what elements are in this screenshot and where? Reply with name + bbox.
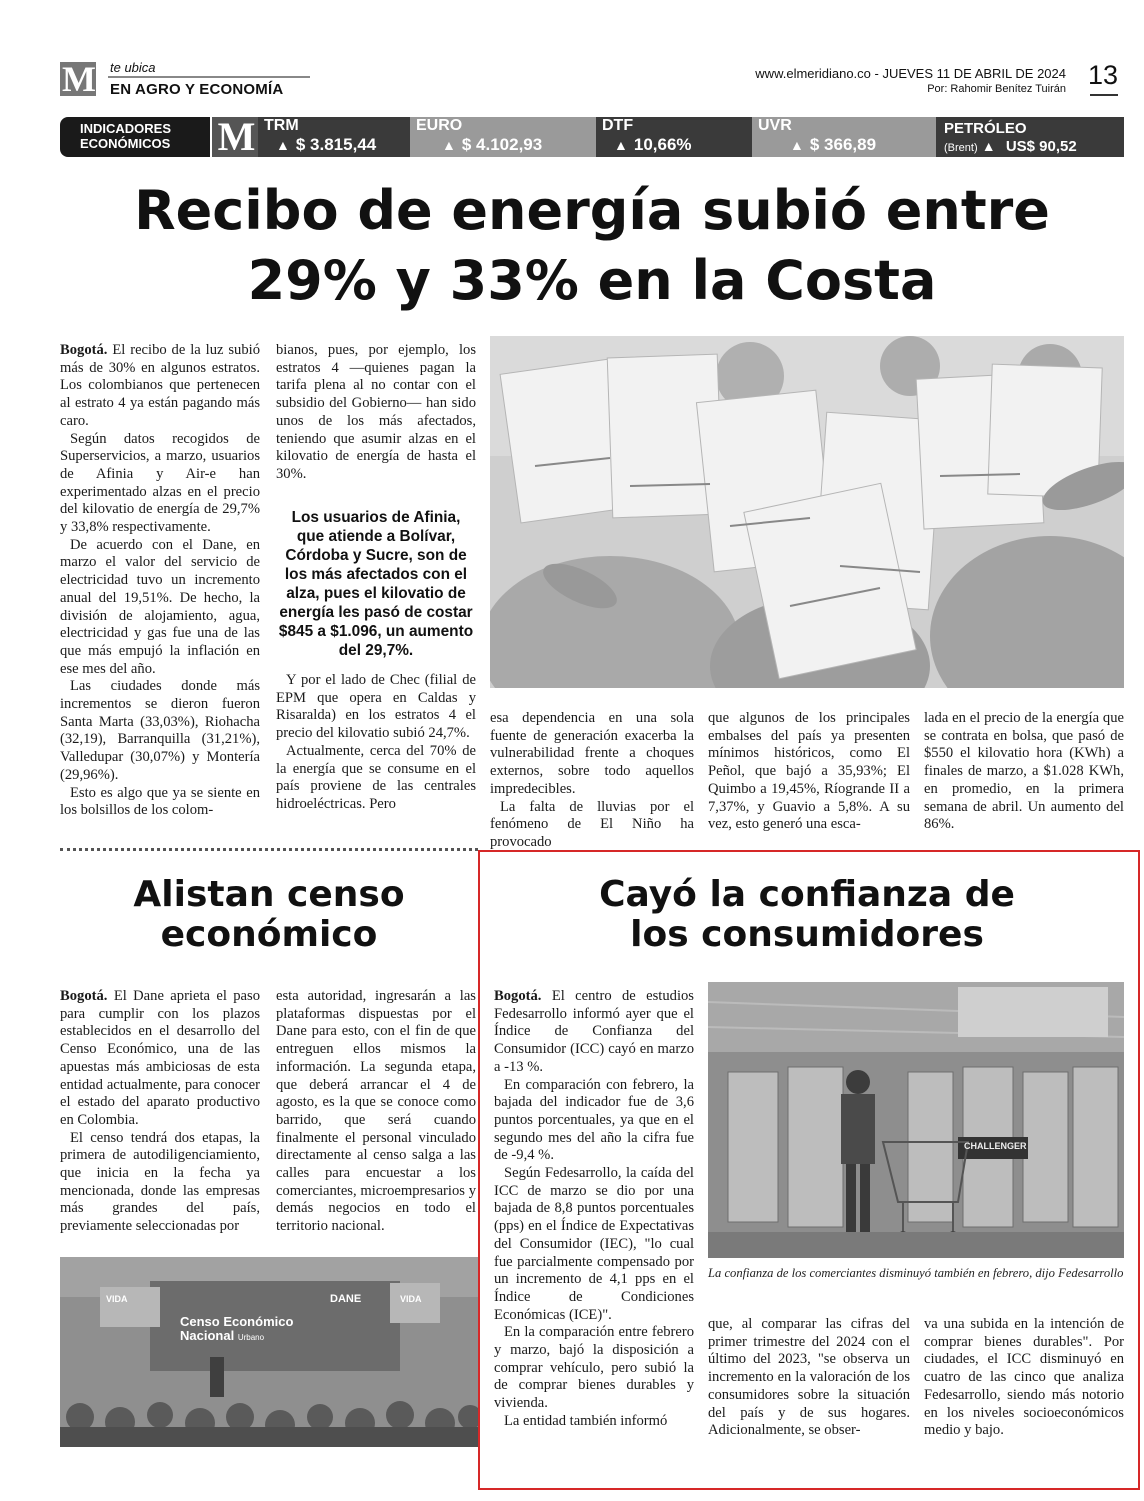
- energy-bills-illustration: [490, 336, 1124, 688]
- indicators-logo: M: [212, 117, 258, 157]
- main-article-col-4: [708, 710, 910, 834]
- section-title: EN AGRO Y ECONOMÍA: [110, 81, 284, 98]
- indicators-label-line1: INDICADORES: [80, 121, 172, 136]
- indicator-name: TRM: [264, 117, 299, 134]
- census-event-photo: [60, 1257, 478, 1447]
- census-event-illustration: [60, 1257, 478, 1447]
- consumer-headline-line1: Cayó la confianza de: [599, 874, 1015, 915]
- paragraph: [494, 988, 694, 1077]
- indicator-name: EURO: [416, 117, 463, 134]
- paragraph: lada en el precio de la energía que se contrata en bolsa, que pasó de $550 el kilovatio hora (KWh) a finales de marzo, a $1.028 KWh, en promedio, en la primera semana de abril. Un aumento del 86%.: [924, 710, 1124, 833]
- tagline: te ubica: [110, 60, 156, 75]
- paragraph: [60, 342, 260, 431]
- arrow-up-icon: ▲: [614, 137, 628, 153]
- arrow-up-icon: ▲: [790, 137, 804, 153]
- site-date[interactable]: www.elmeridiano.co - JUEVES 11 DE ABRIL DE 2024: [755, 66, 1066, 81]
- paragraph: esta autoridad, ingresarán a las plataformas dispuestas por el Dane para esto, con el fin de que entreguen ellos mismos la información. La segunda etapa, que deberá arrancar el 4 de agosto, es la que se conoce como barrido, que será cuando finalmente el personal vinculado directamente al censo salga a las calles para encuestar a los comerciantes, microempresarios y demás negocios en todo el territorio nacional.: [276, 988, 476, 1235]
- page-number: 13: [1088, 60, 1119, 90]
- indicator-name: DTF: [602, 117, 634, 134]
- consumer-headline-line2: los consumidores: [630, 914, 984, 955]
- store-sign: CHALLENGER: [964, 1141, 1027, 1151]
- consumer-headline: [490, 875, 1124, 955]
- paragraph-text: El Dane aprieta el paso para cumplir con los plazos establecidos en el desarrollo del Censo Económico, una de las apuestas más ambiciosas de esta entidad actualmente, para conocer el estado del aparato productivo en Colombia.: [60, 988, 260, 1128]
- census-col-1: [60, 988, 260, 1236]
- paragraph: La entidad también informó: [504, 1412, 668, 1429]
- store-photo-caption: La confianza de los comerciantes disminuyó también en febrero, dijo Fedesarrollo: [708, 1266, 1124, 1280]
- main-article-col-2: [276, 342, 476, 484]
- main-article-col-1: [60, 342, 260, 820]
- arrow-up-icon: ▲: [981, 138, 996, 154]
- paragraph-text: El recibo de la luz subió más de 30% en algunos estratos. Los colombianos que pertenecen al estrato 4 ya están pagando más caro.: [60, 342, 261, 429]
- photo-dane-logo: DANE: [330, 1293, 362, 1305]
- paragraph: Las ciudades donde más incrementos se dieron fueron Santa Marta (33,03%), Riohacha (32,19), Barranquilla (31,21%), Valledupar (30,07%) y Montería (29,96%).: [60, 678, 260, 783]
- section-rule: [108, 76, 310, 78]
- paragraph: De acuerdo con el Dane, en marzo el valor del servicio de electricidad tuvo un incremento anual del 19,51%. De hecho, la división de alojamiento, agua, electricidad y gas fue una de las que más empujó la inflación en ese mes del año.: [60, 536, 260, 677]
- header-meta: [755, 66, 1066, 95]
- paragraph: [60, 988, 260, 1130]
- main-article-col-5: [924, 710, 1124, 834]
- indicator-euro: [410, 117, 596, 157]
- paragraph: En comparación con febrero, la bajada del indicador fue de 3,6 puntos porcentuales, ya que en el segundo mes del año la cifra fue de -9,4 %.: [494, 1076, 694, 1164]
- store-photo: [708, 982, 1124, 1258]
- main-headline-line1: Recibo de energía subió entre: [134, 179, 1050, 242]
- census-headline: [60, 875, 478, 955]
- dateline: Bogotá.: [60, 342, 108, 358]
- paragraph: En la comparación entre febrero y marzo, bajó la disposición a comprar vehículo, pero subió la de comprar bienes durables y vivienda.: [494, 1324, 694, 1412]
- census-col-2: [276, 988, 476, 1236]
- main-article-col-2b: [276, 672, 476, 814]
- indicators-label: [60, 117, 210, 157]
- indicator-dtf: [596, 117, 752, 157]
- arrow-up-icon: ▲: [442, 137, 456, 153]
- indicator-value: $ 4.102,93: [461, 135, 543, 154]
- paragraph: La falta de lluvias por el fenómeno de El Niño ha provocado: [490, 798, 694, 850]
- indicators-label-line2: ECONÓMICOS: [80, 136, 171, 151]
- arrow-up-icon: ▲: [276, 137, 290, 153]
- indicator-name: UVR: [758, 117, 792, 134]
- screen-line2: Nacional: [180, 1328, 235, 1343]
- paragraph: Actualmente, cerca del 70% de la energía que se consume en el país proviene de las centrales hidroeléctricas. Pero: [276, 742, 476, 812]
- main-headline: [60, 176, 1124, 316]
- dateline: Bogotá.: [494, 988, 542, 1004]
- photo-brand-right: VIDA: [400, 1294, 422, 1304]
- indicator-trm: [258, 117, 410, 157]
- consumer-col-1: [494, 988, 694, 1431]
- paragraph: Esto es algo que ya se siente en los bolsillos de los colom-: [60, 784, 260, 819]
- paragraph: Según datos recogidos de Superservicios, a marzo, usuarios de Afinia y Air-e han experimentado alzas en el precio del kilovatio de energía de 29,7% y 33,8% respectivamente.: [60, 430, 260, 536]
- photo-screen-text: [180, 1315, 293, 1345]
- indicator-sub: (Brent): [944, 142, 978, 154]
- page-number-rule: [1090, 94, 1118, 96]
- indicator-value: US$ 90,52: [1005, 138, 1077, 155]
- energy-bills-photo: [490, 336, 1124, 688]
- economic-indicators-bar: [60, 114, 1124, 159]
- indicator-value: 10,66%: [633, 135, 692, 154]
- main-article-col-3: [490, 710, 694, 852]
- indicator-value: $ 3.815,44: [295, 135, 377, 154]
- indicator-petroleo: [936, 117, 1124, 157]
- paragraph: Según Fedesarrollo, la caída del ICC de marzo se dio por una bajada de 8,8 puntos porcentuales (pps) en el Índice de Expectativas del Consumidor (IEC), "lo cual fue parcialmente compensado por un incremento de 4,1 pps en el Índice de Condiciones Económicas (ICE)".: [494, 1165, 694, 1323]
- indicator-name: PETRÓLEO: [944, 120, 1027, 137]
- indicator-uvr: [752, 117, 936, 157]
- paragraph: va una subida en la intención de comprar bienes durables". Por ciudades, el ICC disminuyó en cuatro de las cinco que analiza Fedesarrollo, siendo más notorio en los niveles socioeconómicos medio y bajo.: [924, 1316, 1124, 1439]
- dateline: Bogotá.: [60, 988, 108, 1004]
- paragraph: El censo tendrá dos etapas, la primera de autodiligenciamiento, que inicia en la fecha ya mencionada, donde las empresas más grandes del país, previamente seleccionadas por: [60, 1129, 260, 1235]
- section-divider: [60, 848, 478, 851]
- store-illustration: [708, 982, 1124, 1258]
- paragraph: Y por el lado de Chec (filial de EPM que opera en Caldas y Risaralda) en los estratos 4 el precio del kilovatio subió 24,7%.: [276, 672, 476, 742]
- byline: Por: Rahomir Benítez Tuirán: [927, 83, 1066, 95]
- paragraph-text: El centro de estudios Fedesarrollo informó ayer que el Índice de Confianza del Consumidor (ICC) cayó en marzo a -13 %.: [494, 988, 694, 1075]
- photo-brand-left: VIDA: [106, 1294, 128, 1304]
- newspaper-logo: M: [60, 62, 96, 96]
- screen-line1: Censo Económico: [180, 1314, 294, 1329]
- consumer-col-2: [708, 1316, 910, 1440]
- paragraph: que algunos de los principales embalses del país ya presenten mínimos históricos, como El Peñol, que bajó a 35,93%; El Quimbo a 19,45%, Ríogrande II a 7,37%, y Guavio a 5,8%. A su vez, esto generó una esca-: [708, 710, 910, 833]
- census-headline-line2: económico: [160, 914, 378, 955]
- census-headline-line1: Alistan censo: [133, 874, 405, 915]
- indicator-value: $ 366,89: [809, 135, 877, 154]
- paragraph: que, al comparar las cifras del primer trimestre del 2024 con el último del 2023, "se observa un incremento en la valoración de los consumidores sobre la situación del país y de sus hogares. Adicionalmente, se obser-: [708, 1316, 910, 1439]
- screen-sub: Urbano: [237, 1333, 265, 1342]
- main-headline-line2: 29% y 33% en la Costa: [247, 249, 937, 312]
- consumer-col-3: [924, 1316, 1124, 1440]
- pull-quote: Los usuarios de Afinia, que atiende a Bolívar, Córdoba y Sucre, son de los más afectados con el alza, pues el kilovatio de energía les pasó de costar $845 a $1.096, un aumento del 29,7%.: [278, 509, 474, 659]
- paragraph: bianos, pues, por ejemplo, los estratos 4 —quienes pagan la tarifa plena al no contar con el subsidio del Gobierno— han sido unos de los más afectados, teniendo que asumir alzas en el kilovatio de energía de hasta el 30%.: [276, 342, 476, 482]
- paragraph: esa dependencia en una sola fuente de generación exacerba la vulnerabilidad frente a choques externos, sobre todo aquellos impredecibles.: [490, 710, 694, 797]
